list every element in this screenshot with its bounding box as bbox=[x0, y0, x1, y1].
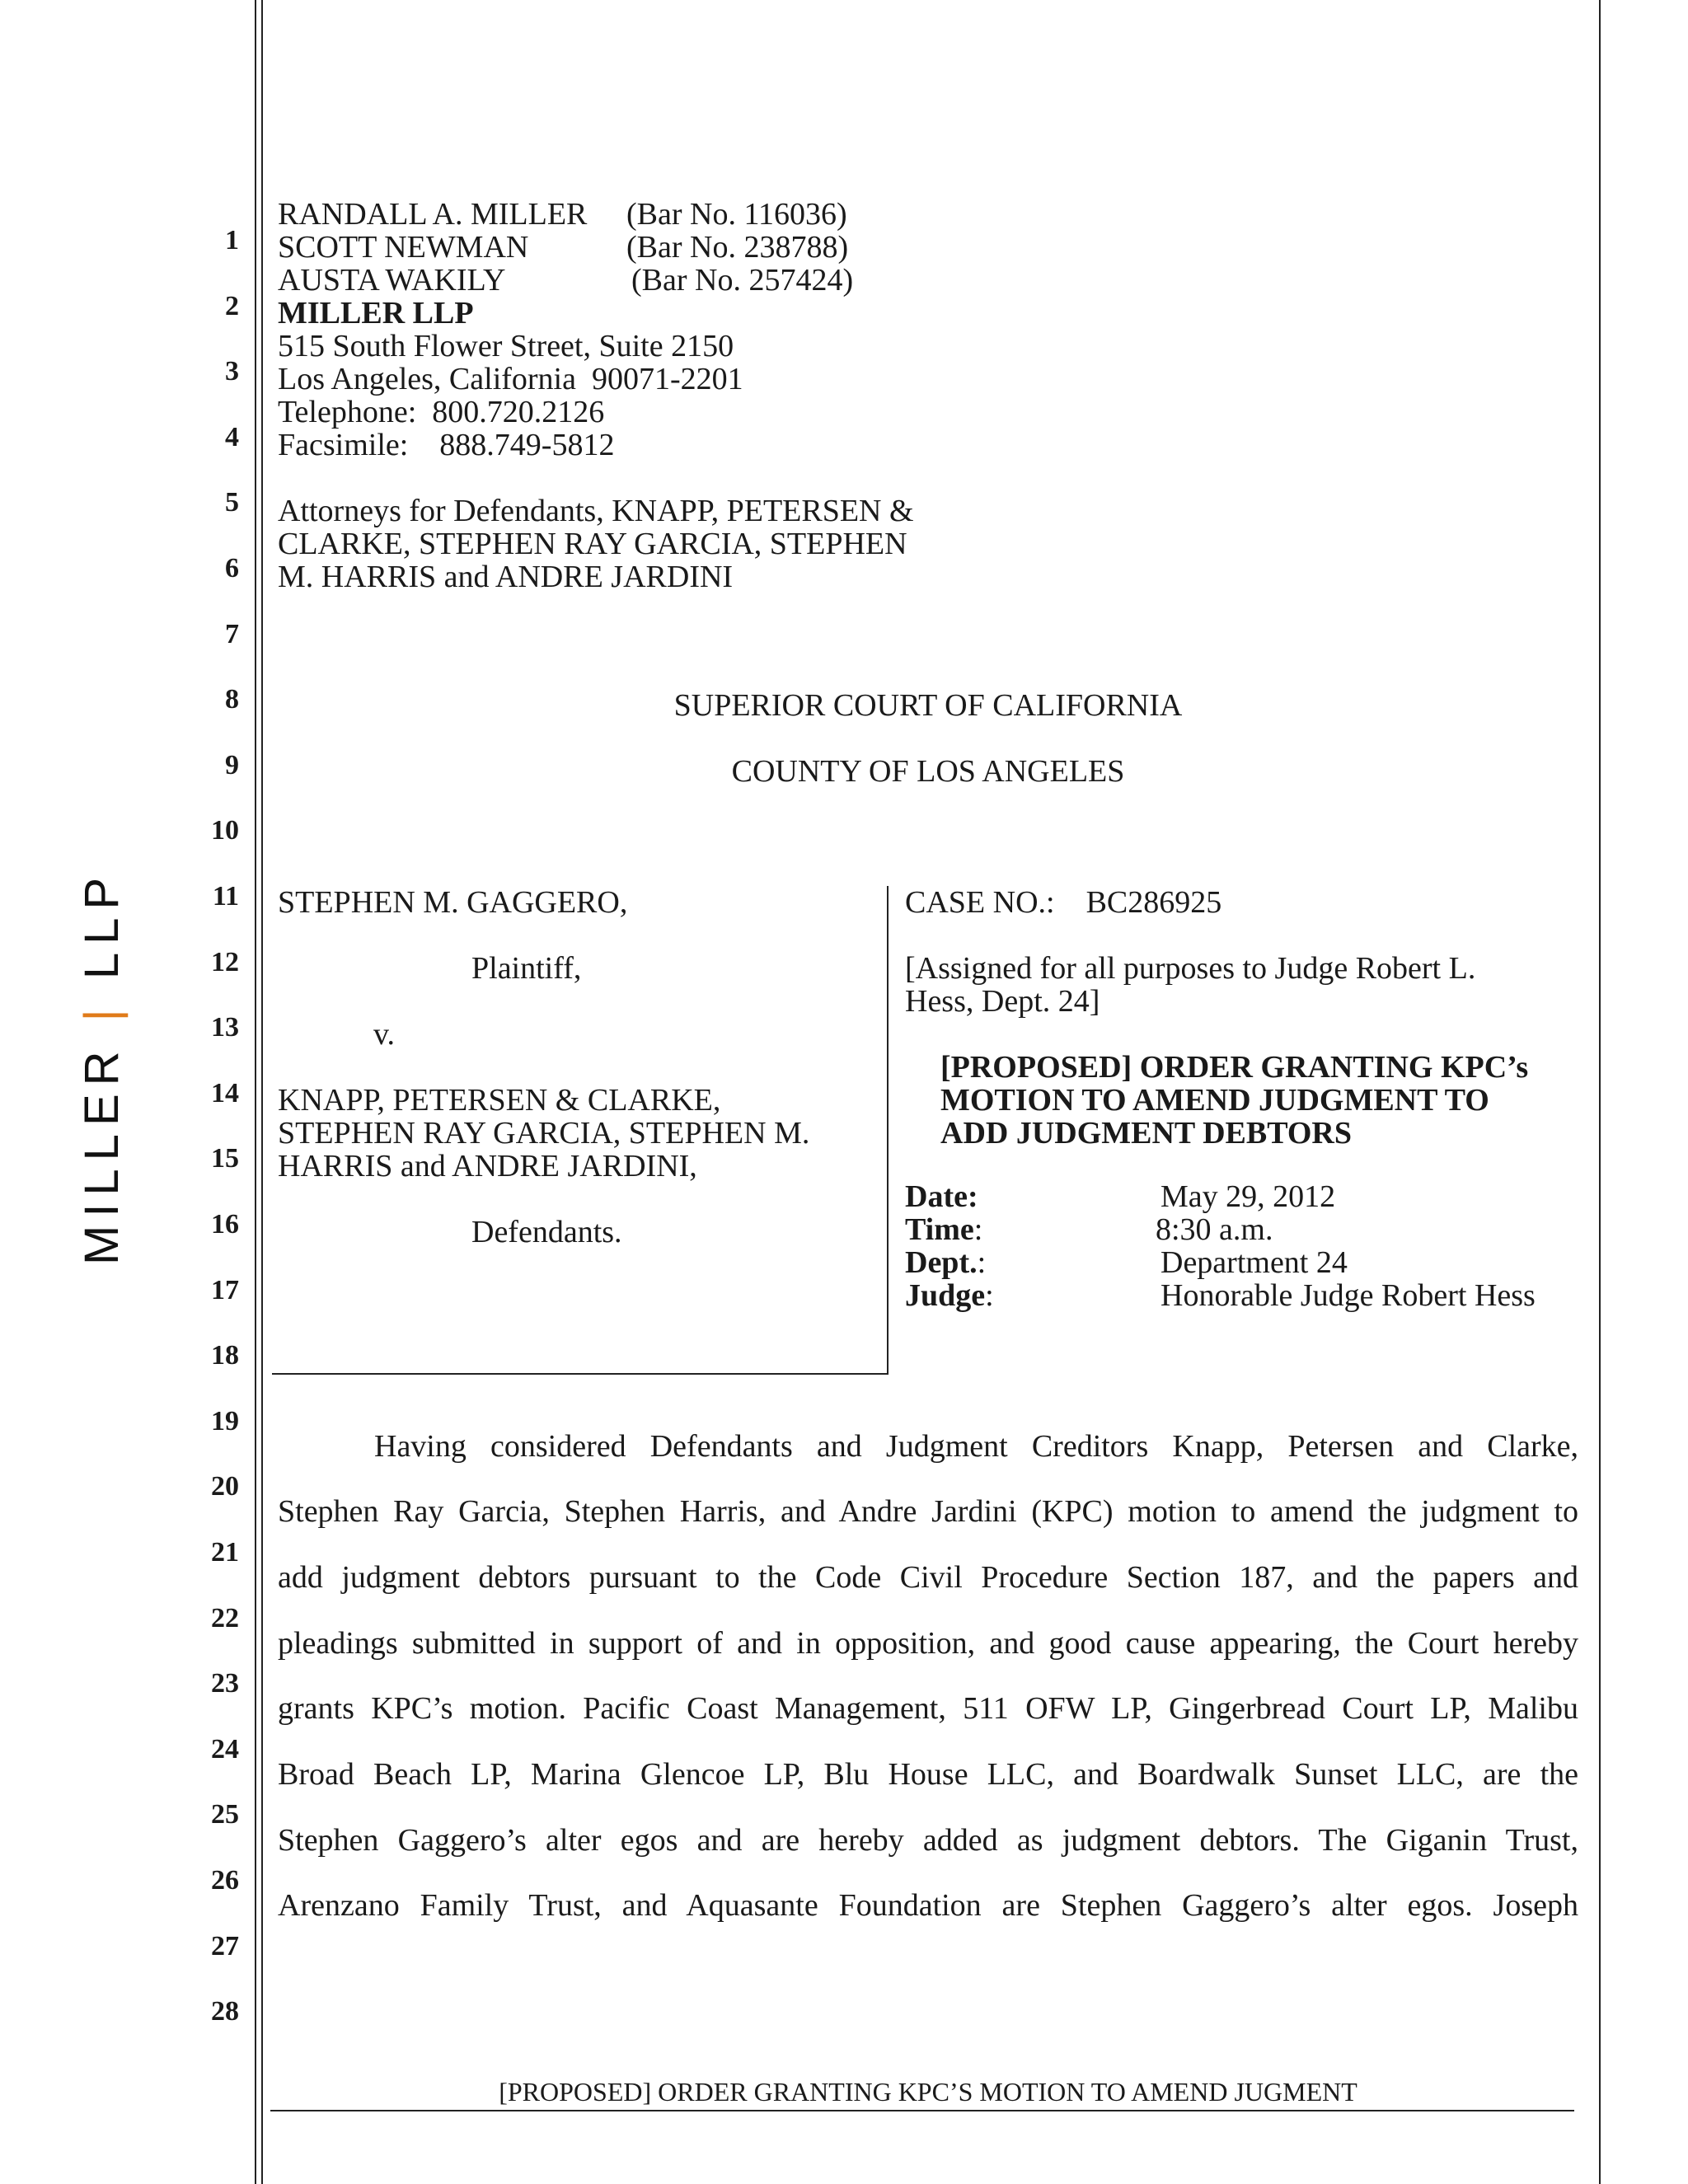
body-line-1: Having considered Defendants and Judgment Creditors Knapp, Petersen and Clarke, bbox=[374, 1429, 1578, 1464]
hearing-dept-value: Department 24 bbox=[1160, 1245, 1348, 1280]
left-margin-rule-1 bbox=[255, 0, 256, 2184]
body-line-3: add judgment debtors pursuant to the Code Civil Procedure Section 187, and the papers and bbox=[278, 1560, 1578, 1595]
line-number: 24 bbox=[211, 1734, 239, 1765]
line-number: 2 bbox=[225, 291, 239, 321]
logo-text-right: LLP bbox=[75, 869, 129, 980]
body-line-2: Stephen Ray Garcia, Stephen Harris, and Andre Jardini (KPC) motion to amend the judgment to bbox=[278, 1494, 1578, 1529]
caption-vertical-rule bbox=[887, 886, 889, 1375]
left-margin-rule-2 bbox=[261, 0, 263, 2184]
body-line-7: Stephen Gaggero’s alter egos and are hereby added as judgment debtors. The Giganin Trust, bbox=[278, 1823, 1578, 1858]
line-number: 14 bbox=[211, 1078, 239, 1108]
line-number: 12 bbox=[211, 947, 239, 977]
assigned-line-2: Hess, Dept. 24] bbox=[905, 984, 1100, 1019]
line-number: 17 bbox=[211, 1275, 239, 1305]
firm-logo-vertical bbox=[74, 869, 129, 1265]
plaintiff-role: Plaintiff, bbox=[471, 951, 582, 986]
attorneys-for-line-2: CLARKE, STEPHEN RAY GARCIA, STEPHEN bbox=[278, 527, 907, 561]
attorneys-for-line-3: M. HARRIS and ANDRE JARDINI bbox=[278, 560, 734, 594]
hearing-date-value: May 29, 2012 bbox=[1160, 1179, 1336, 1214]
court-name: SUPERIOR COURT OF CALIFORNIA bbox=[673, 688, 1183, 723]
body-line-8: Arenzano Family Trust, and Aquasante Foundation are Stephen Gaggero’s alter egos. Joseph bbox=[278, 1888, 1578, 1923]
line-number: 1 bbox=[225, 225, 239, 255]
line-number: 3 bbox=[225, 356, 239, 387]
body-line-6: Broad Beach LP, Marina Glencoe LP, Blu House LLC, and Boardwalk Sunset LLC, are the bbox=[278, 1757, 1578, 1792]
versus: v. bbox=[373, 1017, 396, 1052]
hearing-judge-label: Judge: bbox=[905, 1278, 994, 1313]
attorney-name-1: RANDALL A. MILLER bbox=[278, 197, 588, 232]
plaintiff-name: STEPHEN M. GAGGERO, bbox=[278, 885, 628, 920]
footer-rule bbox=[270, 2110, 1574, 2111]
line-number: 13 bbox=[211, 1012, 239, 1043]
firm-address-2: Los Angeles, California 90071-2201 bbox=[278, 362, 743, 396]
line-number: 22 bbox=[211, 1603, 239, 1633]
firm-address-1: 515 South Flower Street, Suite 2150 bbox=[278, 329, 734, 363]
attorney-name-2: SCOTT NEWMAN bbox=[278, 230, 529, 265]
line-number: 9 bbox=[225, 750, 239, 780]
firm-telephone: Telephone: 800.720.2126 bbox=[278, 395, 605, 429]
firm-name: MILLER LLP bbox=[278, 296, 474, 330]
attorney-bar-2: (Bar No. 238788) bbox=[626, 230, 849, 265]
body-line-4: pleadings submitted in support of and in opposition, and good cause appearing, the Court hereby bbox=[278, 1626, 1578, 1661]
line-number: 28 bbox=[211, 1996, 239, 2027]
defendants-line-3: HARRIS and ANDRE JARDINI, bbox=[278, 1149, 697, 1183]
footer-title: [PROPOSED] ORDER GRANTING KPC’S MOTION TO AMEND JUGMENT bbox=[499, 2077, 1357, 2107]
body-line-5: grants KPC’s motion. Pacific Coast Management, 511 OFW LP, Gingerbread Court LP, Malibu bbox=[278, 1691, 1578, 1726]
logo-separator: | bbox=[75, 1001, 129, 1022]
assigned-line-1: [Assigned for all purposes to Judge Robert L. bbox=[905, 951, 1476, 986]
hearing-dept-label: Dept.: bbox=[905, 1245, 987, 1280]
line-number: 18 bbox=[211, 1340, 239, 1371]
attorneys-for-line-1: Attorneys for Defendants, KNAPP, PETERSEN & bbox=[278, 494, 914, 528]
line-number: 16 bbox=[211, 1209, 239, 1240]
logo-text-left: MILLER bbox=[75, 1043, 129, 1265]
line-number: 10 bbox=[211, 815, 239, 846]
right-margin-rule bbox=[1599, 0, 1601, 2184]
defendants-role: Defendants. bbox=[471, 1215, 622, 1249]
line-number: 23 bbox=[211, 1668, 239, 1699]
line-number: 5 bbox=[225, 487, 239, 518]
document-title-line-2: MOTION TO AMEND JUDGMENT TO bbox=[940, 1083, 1489, 1118]
line-number: 7 bbox=[225, 619, 239, 649]
line-number: 25 bbox=[211, 1799, 239, 1830]
hearing-time-label: Time: bbox=[905, 1212, 983, 1247]
document-title-line-3: ADD JUDGMENT DEBTORS bbox=[940, 1116, 1353, 1151]
defendants-line-1: KNAPP, PETERSEN & CLARKE, bbox=[278, 1083, 721, 1118]
firm-facsimile: Facsimile: 888.749-5812 bbox=[278, 428, 615, 462]
line-number: 4 bbox=[225, 422, 239, 452]
defendants-line-2: STEPHEN RAY GARCIA, STEPHEN M. bbox=[278, 1116, 810, 1151]
hearing-judge-value: Honorable Judge Robert Hess bbox=[1160, 1278, 1536, 1313]
line-number: 8 bbox=[225, 684, 239, 715]
line-number: 20 bbox=[211, 1471, 239, 1502]
hearing-time-value: 8:30 a.m. bbox=[1156, 1212, 1273, 1247]
court-county: COUNTY OF LOS ANGELES bbox=[731, 754, 1125, 789]
attorney-name-3: AUSTA WAKILY bbox=[278, 263, 506, 298]
caption-bottom-rule bbox=[272, 1373, 889, 1375]
line-number: 15 bbox=[211, 1143, 239, 1174]
document-title-line-1: [PROPOSED] ORDER GRANTING KPC’s bbox=[940, 1050, 1529, 1085]
line-number: 21 bbox=[211, 1537, 239, 1568]
hearing-date-label: Date: bbox=[905, 1179, 978, 1214]
attorney-bar-1: (Bar No. 116036) bbox=[626, 197, 847, 232]
line-number: 11 bbox=[212, 881, 239, 912]
line-number: 26 bbox=[211, 1865, 239, 1896]
line-number: 19 bbox=[211, 1406, 239, 1436]
line-number: 27 bbox=[211, 1931, 239, 1961]
line-number: 6 bbox=[225, 553, 239, 583]
case-number: CASE NO.: BC286925 bbox=[905, 885, 1222, 920]
attorney-bar-3: (Bar No. 257424) bbox=[631, 263, 854, 298]
